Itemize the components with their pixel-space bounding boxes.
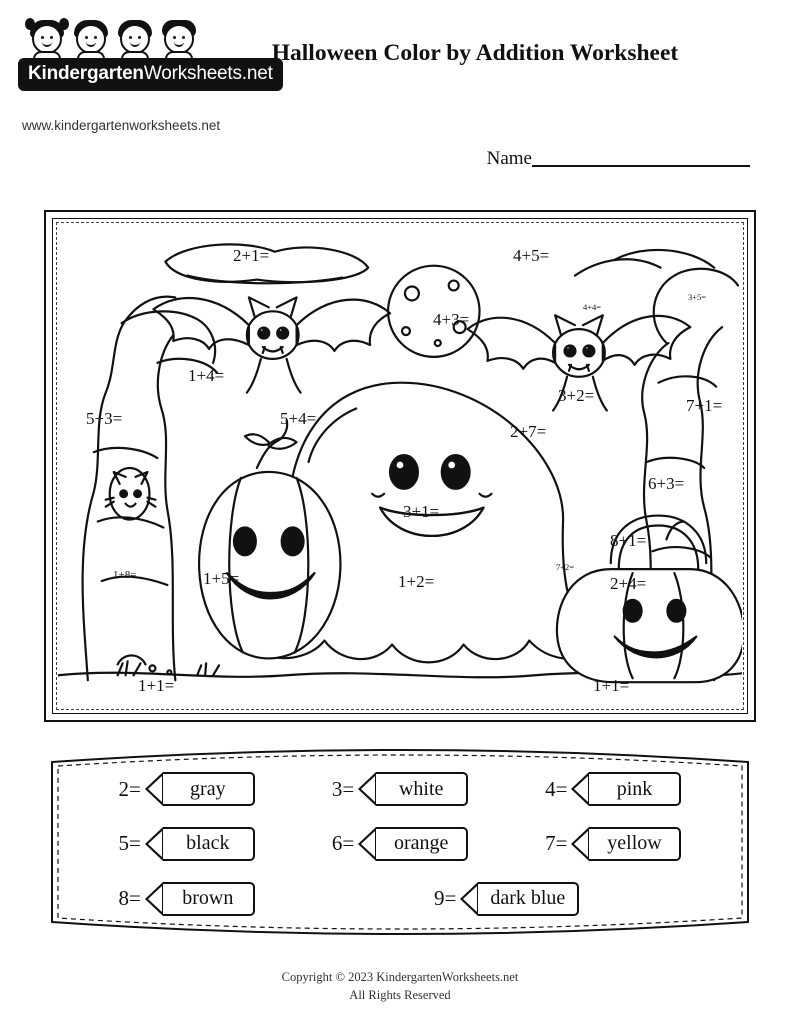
legend-item-6 bbox=[332, 827, 468, 861]
legend-color-pink: pink bbox=[589, 772, 681, 806]
equation-3-plus-1: 3+1= bbox=[403, 502, 440, 521]
crayon-yellow-icon bbox=[571, 827, 681, 861]
legend-item-4 bbox=[545, 772, 681, 806]
crayon-white-icon bbox=[358, 772, 468, 806]
legend-number-4: 4= bbox=[545, 776, 568, 801]
name-label: Name bbox=[486, 148, 532, 169]
legend-item-9 bbox=[434, 882, 579, 916]
equation-5-plus-3: 5+3= bbox=[86, 409, 123, 428]
equation-1-plus-5: 1+5= bbox=[203, 569, 240, 588]
logo-word-rest: Worksheets.net bbox=[143, 63, 273, 84]
color-key-legend bbox=[44, 736, 756, 948]
equation-7-plus-1: 7+1= bbox=[686, 396, 723, 415]
equation-2-plus-1: 2+1= bbox=[233, 246, 270, 265]
page-footer bbox=[0, 968, 800, 1004]
footer-copyright: Copyright © 2023 KindergartenWorksheets.net bbox=[281, 970, 519, 984]
crayon-orange-icon bbox=[358, 827, 468, 861]
legend-color-orange: orange bbox=[376, 827, 468, 861]
equation-4-plus-5: 4+5= bbox=[513, 246, 550, 265]
coloring-picture-frame bbox=[44, 210, 756, 722]
legend-color-white: white bbox=[376, 772, 468, 806]
crayon-dark-blue-icon bbox=[460, 882, 579, 916]
legend-number-3: 3= bbox=[331, 776, 355, 801]
halloween-scene bbox=[58, 224, 742, 708]
footer-rights: All Rights Reserved bbox=[349, 988, 451, 1003]
equation-1-plus-2: 1+2= bbox=[398, 572, 435, 591]
crayon-black-icon bbox=[145, 827, 255, 861]
equation-7-plus-2: 7+2= bbox=[556, 562, 575, 572]
legend-item-8 bbox=[118, 882, 254, 916]
legend-color-yellow: yellow bbox=[589, 827, 681, 861]
logo-word-bold: Kindergarten bbox=[28, 63, 144, 84]
legend-number-6: 6= bbox=[331, 831, 355, 856]
legend-item-5 bbox=[118, 827, 254, 861]
legend-item-2 bbox=[118, 772, 254, 806]
equation-1-plus-1-left: 1+1= bbox=[138, 676, 175, 695]
equation-4-plus-3: 4+3= bbox=[433, 310, 470, 329]
equation-1-plus-4: 1+4= bbox=[188, 366, 225, 385]
equation-2-plus-4: 2+4= bbox=[610, 574, 647, 593]
crayon-pink-icon bbox=[571, 772, 681, 806]
legend-color-black: black bbox=[163, 827, 255, 861]
legend-color-brown: brown bbox=[163, 882, 255, 916]
legend-number-5: 5= bbox=[118, 831, 141, 856]
legend-number-7: 7= bbox=[545, 831, 568, 856]
equation-1-plus-1-right: 1+1= bbox=[593, 676, 630, 695]
page-title: Halloween Color by Addition Worksheet bbox=[271, 40, 679, 66]
legend-color-dark-blue: dark blue bbox=[478, 882, 579, 916]
legend-number-2: 2= bbox=[118, 776, 141, 801]
equation-1-plus-8: 1+8= bbox=[113, 569, 137, 581]
equation-3-plus-5: 3+5= bbox=[688, 292, 707, 302]
legend-item-3 bbox=[332, 772, 468, 806]
page-header bbox=[0, 0, 800, 133]
legend-color-gray: gray bbox=[163, 772, 255, 806]
crayon-gray-icon bbox=[145, 772, 255, 806]
crayon-brown-icon bbox=[145, 882, 255, 916]
legend-number-8: 8= bbox=[118, 886, 141, 911]
equation-4-plus-4: 4+4= bbox=[583, 302, 602, 312]
equation-2-plus-7: 2+7= bbox=[510, 422, 547, 441]
equation-5-plus-4: 5+4= bbox=[280, 409, 317, 428]
halloween-scene-drawing bbox=[58, 224, 742, 708]
legend-number-9: 9= bbox=[433, 886, 457, 911]
site-url: www.kindergartenworksheets.net bbox=[22, 118, 221, 133]
equation-8-plus-1: 8+1= bbox=[610, 531, 647, 550]
name-blank-line[interactable] bbox=[532, 148, 750, 167]
equation-6-plus-3: 6+3= bbox=[648, 474, 685, 493]
equation-3-plus-2: 3+2= bbox=[558, 386, 595, 405]
name-field[interactable] bbox=[487, 148, 750, 170]
legend-item-7 bbox=[545, 827, 681, 861]
